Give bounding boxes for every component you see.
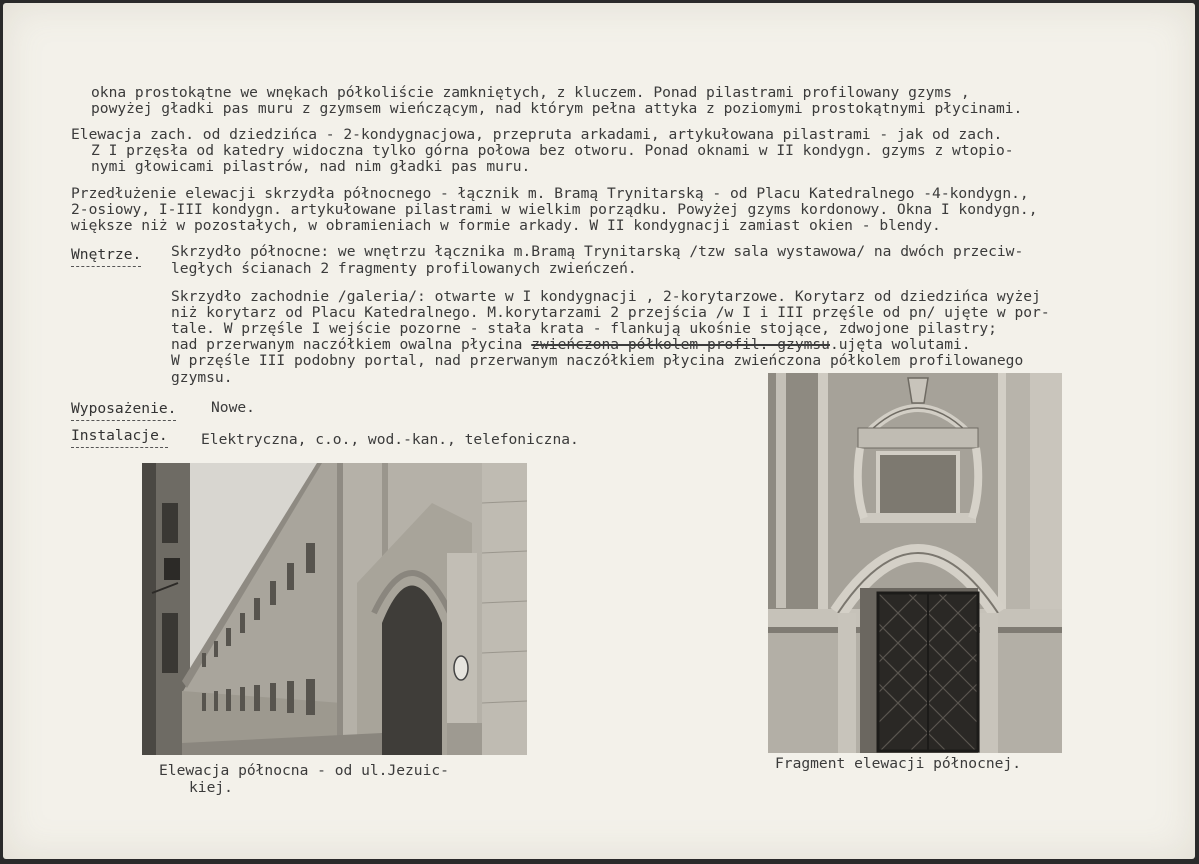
- paragraph-3-line-3: większe niż w pozostałych, w obramieniach w formie arkady. W II kondygnacji zamiast okien - blendy.: [71, 217, 941, 234]
- paragraph-2-line-1: Elewacja zach. od dziedzińca - 2-kondygnacjowa, przepruta arkadami, artykułowana pilastrami - jak od zach.: [71, 126, 1003, 143]
- wnetrze-line-6-start: nad przerwanym naczółkiem owalna płycina: [171, 336, 532, 353]
- wnetrze-line-7: W przęśle III podobny portal, nad przerwanym naczółkiem płycina zwieńczona półkolem profilowanego: [171, 352, 1024, 369]
- wnetrze-line-6: [171, 336, 971, 353]
- wnetrze-line-3: Skrzydło zachodnie /galeria/: otwarte w I kondygnacji , 2-korytarzowe. Korytarz od dziedzińca wyżej: [171, 288, 1041, 305]
- paragraph-2-line-2: Z I przęsła od katedry widoczna tylko górna połowa bez otworu. Ponad oknami w II kondygn. gzyms z wtopio-: [91, 142, 1014, 159]
- paragraph-1-line-2: powyżej gładki pas muru z gzymsem wieńczącym, nad którym pełna attyka z poziomymi prostokątnymi płycinami.: [91, 100, 1023, 117]
- photo-left-caption-line-1: Elewacja północna - od ul.Jezuic-: [159, 762, 449, 779]
- paragraph-2-line-3: nymi głowicami pilastrów, nad nim gładki pas muru.: [91, 158, 531, 175]
- paragraph-1-line-1: okna prostokątne we wnękach półkoliście zamkniętych, z kluczem. Ponad pilastrami profilowany gzyms ,: [91, 84, 970, 101]
- photo-north-elevation: [142, 463, 527, 755]
- wnetrze-line-2: ległych ścianach 2 fragmenty profilowanych zwieńczeń.: [171, 260, 637, 277]
- paragraph-3-line-2: 2-osiowy, I-III kondygn. artykułowane pilastrami w wielkim porządku. Powyżej gzyms kordonowy. Okna I kondygn.,: [71, 201, 1038, 218]
- wnetrze-line-5: tale. W przęśle I wejście pozorne - stała krata - flankują ukośnie stojące, zdwojone pilastry;: [171, 320, 997, 337]
- heading-instalacje: Instalacje.: [71, 427, 168, 444]
- wnetrze-line-6-end: .ujęta wolutami.: [829, 336, 971, 353]
- photo-north-elevation-fragment: [768, 373, 1062, 753]
- photo-left-caption-line-2: kiej.: [189, 779, 233, 796]
- wnetrze-line-8: gzymsu.: [171, 369, 233, 386]
- paragraph-3-line-1: Przedłużenie elewacji skrzydła północnego - łącznik m. Bramą Trynitarską - od Placu Katedralnego -4-kondygn.,: [71, 185, 1029, 202]
- wnetrze-line-1: Skrzydło północne: we wnętrzu łącznika m.Bramą Trynitarską /tzw sala wystawowa/ na dwóch przeciw-: [171, 243, 1024, 260]
- wnetrze-line-6-struck: zwieńczona półkolem profil. gzymsu: [531, 336, 830, 353]
- instalacje-value: Elektryczna, c.o., wod.-kan., telefoniczna.: [201, 431, 579, 448]
- heading-wyposazenie: Wyposażenie.: [71, 400, 177, 417]
- heading-wnetrze: Wnętrze.: [71, 246, 142, 263]
- document-sheet: [3, 3, 1195, 859]
- photo-right-caption: Fragment elewacji północnej.: [775, 755, 1022, 772]
- wnetrze-line-4: niż korytarz od Placu Katedralnego. M.korytarzami 2 przejścia /w I i III przęśle od pn/ ujęte w por-: [171, 304, 1050, 321]
- wyposazenie-value: Nowe.: [211, 399, 255, 416]
